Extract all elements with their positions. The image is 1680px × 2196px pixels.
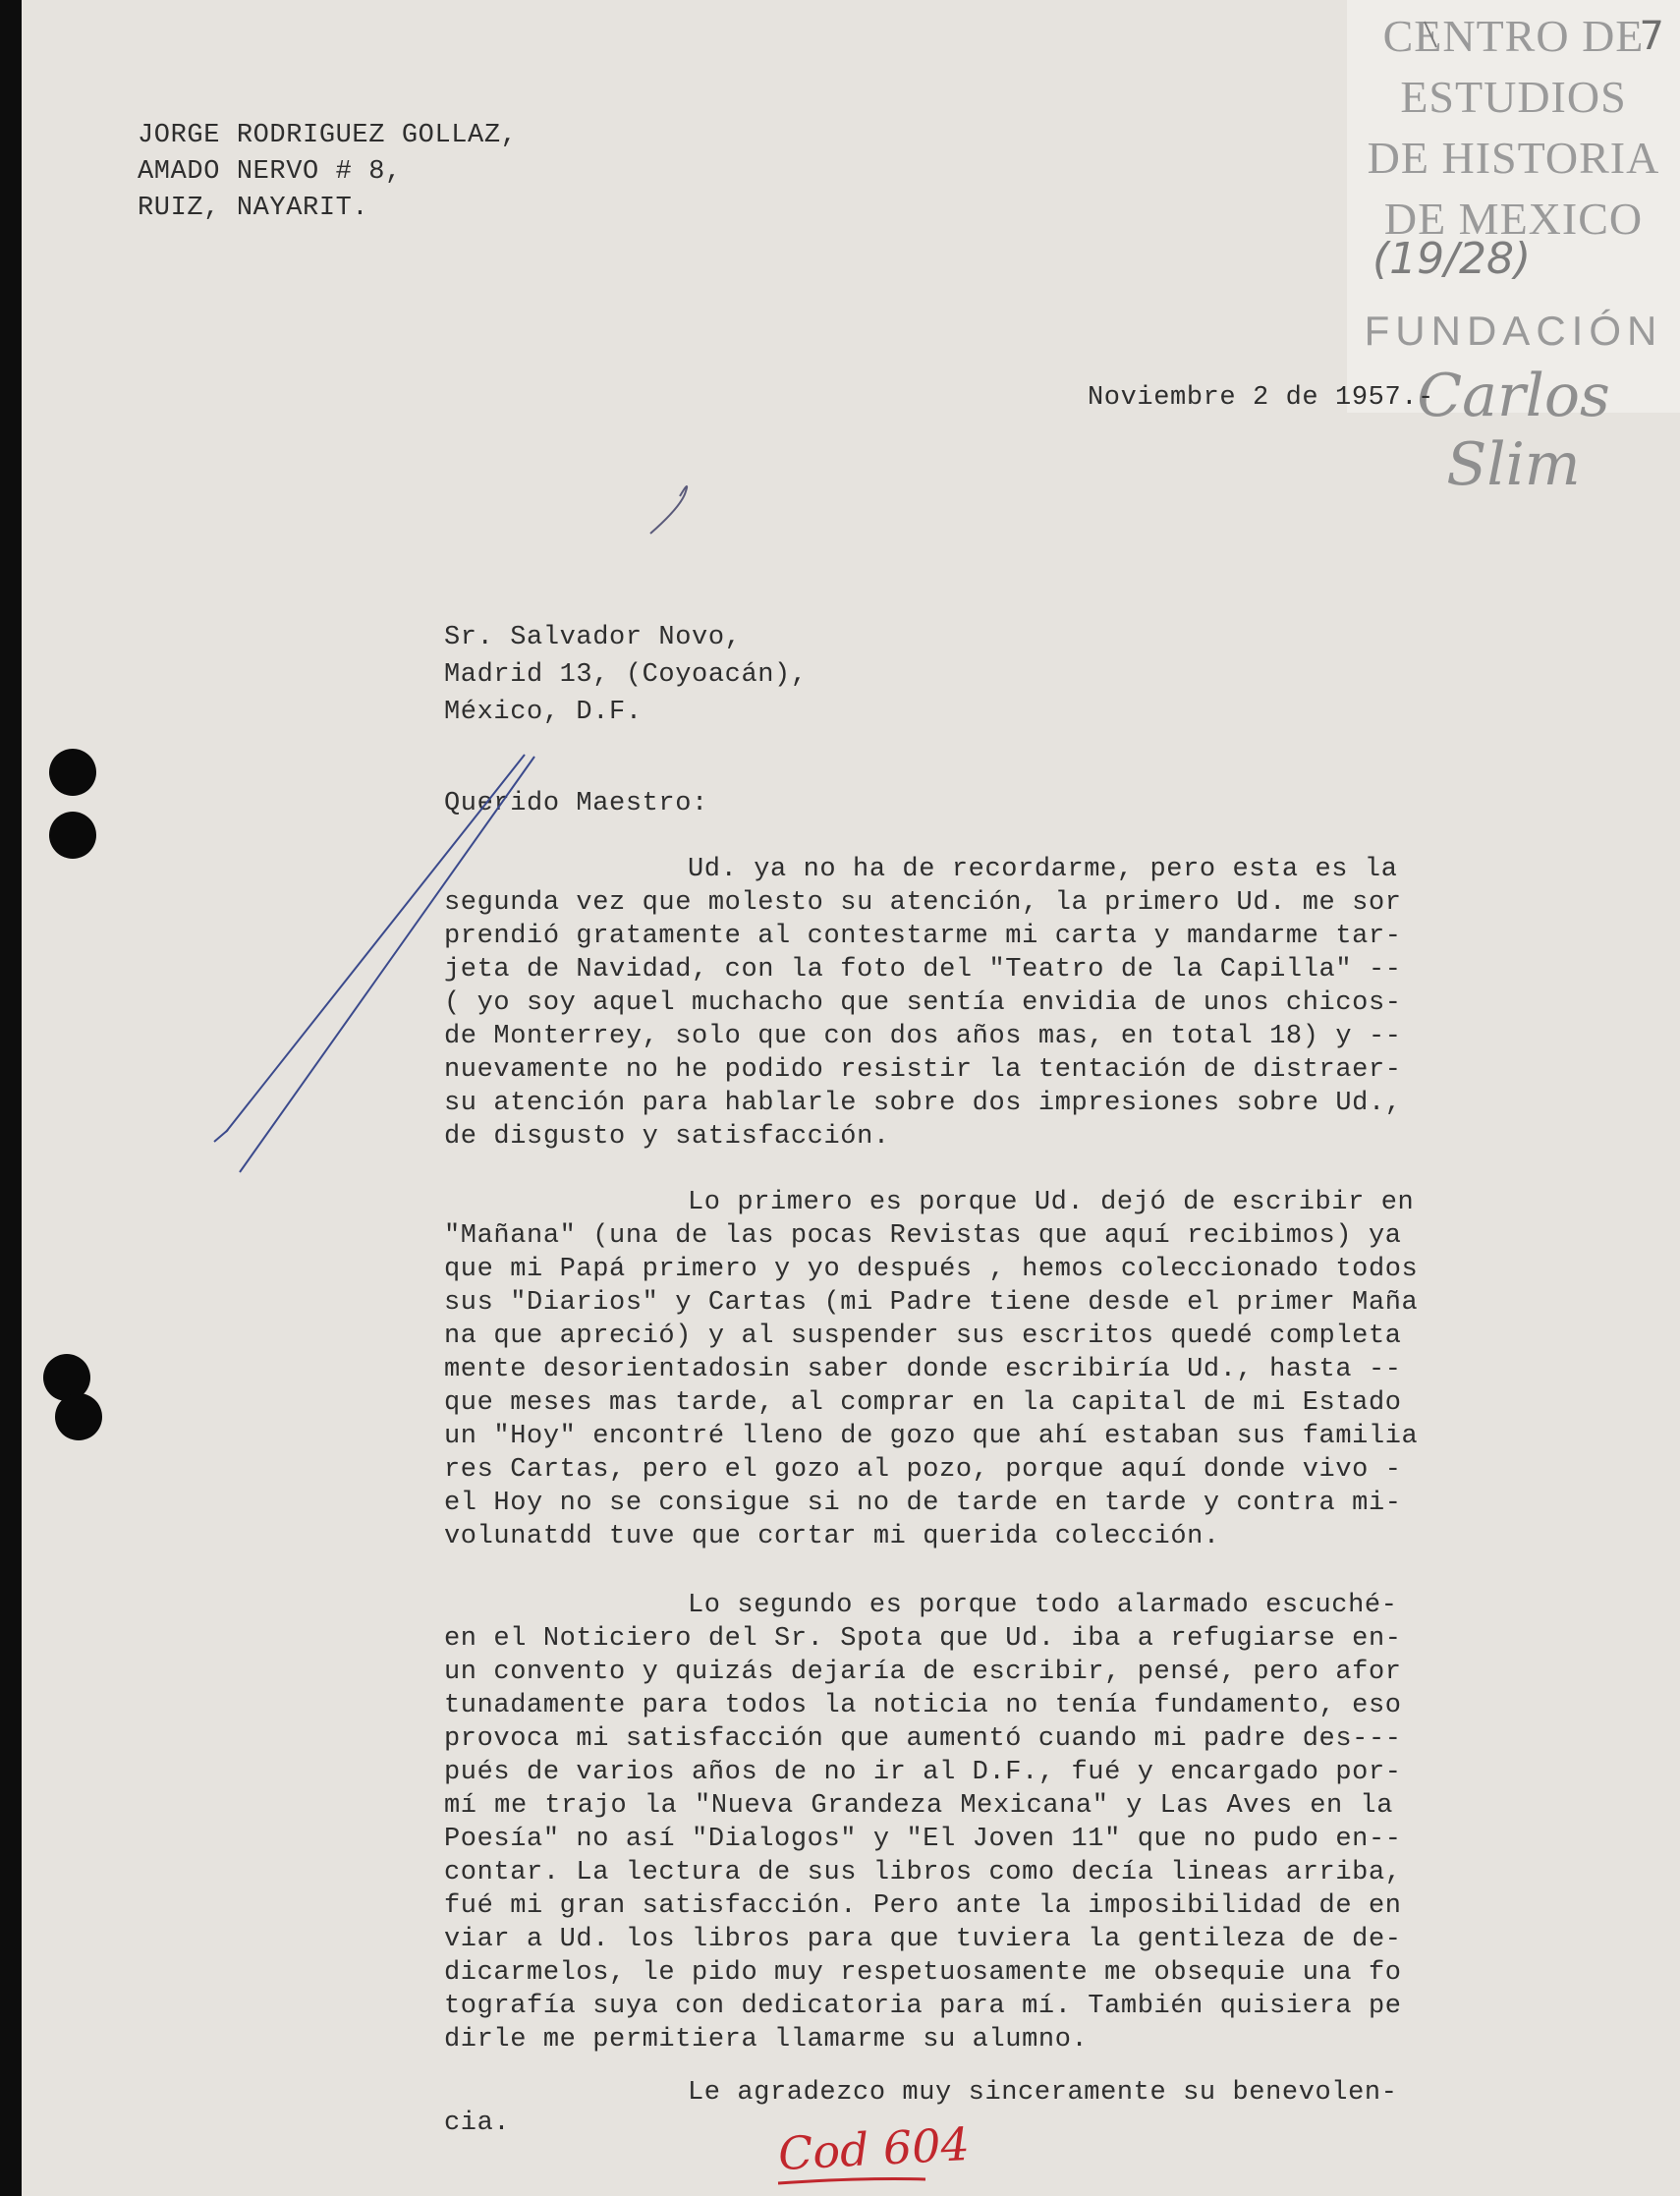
paragraph-line: na que apreció) y al suspender sus escritos quedé completa bbox=[444, 1322, 1402, 1351]
paragraph-line: prendió gratamente al contestarme mi carta y mandarme tar- bbox=[444, 922, 1402, 951]
paragraph-line: fué mi gran satisfacción. Pero ante la imposibilidad de en bbox=[444, 1891, 1402, 1921]
paragraph-line: que mi Papá primero y yo después , hemos coleccionado todos bbox=[444, 1255, 1419, 1284]
letter-page bbox=[22, 0, 1680, 2196]
paragraph-line: el Hoy no se consigue si no de tarde en tarde y contra mi- bbox=[444, 1489, 1402, 1518]
stamp-line: DE HISTORIA bbox=[1367, 133, 1660, 183]
archive-number: (19/28) bbox=[1372, 234, 1532, 284]
paragraph-line: de disgusto y satisfacción. bbox=[444, 1122, 890, 1152]
paragraph-line: Lo primero es porque Ud. dejó de escribir en bbox=[688, 1188, 1415, 1217]
paragraph-line: provoca mi satisfacción que aumentó cuando mi padre des--- bbox=[444, 1724, 1402, 1754]
paragraph-line: segunda vez que molesto su atención, la primero Ud. me sor bbox=[444, 888, 1402, 918]
stamp-line: ESTUDIOS bbox=[1400, 72, 1627, 122]
paragraph-line: su atención para hablarle sobre dos impresiones sobre Ud., bbox=[444, 1089, 1402, 1118]
closing-line: Le agradezco muy sinceramente su benevolen- bbox=[688, 2078, 1398, 2108]
paragraph-line: sus "Diarios" y Cartas (mi Padre tiene desde el primer Maña bbox=[444, 1288, 1419, 1318]
paragraph-line: en el Noticiero del Sr. Spota que Ud. iba a refugiarse en- bbox=[444, 1624, 1402, 1654]
pen-stroke bbox=[226, 755, 525, 1132]
paragraph-line: Lo segundo es porque todo alarmado escuché- bbox=[688, 1591, 1398, 1620]
stamp-line: CENTRO DE bbox=[1382, 11, 1645, 61]
salutation: Querido Maestro: bbox=[444, 789, 708, 818]
sender-address: AMADO NERVO # 8, bbox=[138, 157, 402, 187]
annotation-underline bbox=[778, 2179, 925, 2184]
paragraph-line: de Monterrey, solo que con dos años mas, en total 18) y -- bbox=[444, 1022, 1402, 1051]
paragraph-line: Poesía" no así "Dialogos" y "El Joven 11" que no pudo en-- bbox=[444, 1825, 1402, 1854]
letter-date: Noviembre 2 de 1957.- bbox=[1088, 383, 1434, 413]
paragraph-line: volunatdd tuve que cortar mi querida colección. bbox=[444, 1522, 1220, 1551]
recipient-name: Sr. Salvador Novo, bbox=[444, 623, 742, 652]
paragraph-line: "Mañana" (una de las pocas Revistas que aquí recibimos) ya bbox=[444, 1221, 1402, 1251]
pen-stroke bbox=[214, 1130, 228, 1142]
stamp-line: FUNDACIÓN bbox=[1364, 308, 1663, 354]
pen-stroke bbox=[650, 486, 687, 534]
paragraph-line: tunadamente para todos la noticia no tenía fundamento, eso bbox=[444, 1691, 1402, 1720]
recipient-city: México, D.F. bbox=[444, 698, 643, 727]
paragraph-line: nuevamente no he podido resistir la tentación de distraer- bbox=[444, 1055, 1402, 1085]
stamp-signature: Carlos Slim bbox=[1417, 362, 1610, 499]
paragraph-line: pués de varios años de no ir al D.F., fué y encargado por- bbox=[444, 1758, 1402, 1787]
paragraph-line: Ud. ya no ha de recordarme, pero esta es la bbox=[688, 855, 1398, 884]
sender-name: JORGE RODRIGUEZ GOLLAZ, bbox=[138, 121, 518, 150]
pen-stroke bbox=[240, 757, 534, 1172]
closing-line-end: cia. bbox=[444, 2109, 511, 2138]
paragraph-line: viar a Ud. los libros para que tuviera la gentileza de de- bbox=[444, 1925, 1402, 1954]
strike-mark bbox=[1425, 22, 1436, 47]
stamp-line: DE MEXICO bbox=[1383, 194, 1644, 244]
paragraph-line: un "Hoy" encontré lleno de gozo que ahí estaban sus familia bbox=[444, 1422, 1419, 1451]
paragraph-line: ( yo soy aquel muchacho que sentía envidia de unos chicos- bbox=[444, 988, 1402, 1018]
paragraph-line: contar. La lectura de sus libros como decía lineas arriba, bbox=[444, 1858, 1402, 1887]
sender-city: RUIZ, NAYARIT. bbox=[138, 194, 369, 223]
paragraph-line: mí me trajo la "Nueva Grandeza Mexicana" y Las Aves en la bbox=[444, 1791, 1393, 1821]
red-annotation: Cod 604 bbox=[776, 2116, 972, 2181]
paragraph-line: res Cartas, pero el gozo al pozo, porque aquí donde vivo - bbox=[444, 1455, 1402, 1485]
paragraph-line: jeta de Navidad, con la foto del "Teatro de la Capilla" -- bbox=[444, 955, 1402, 985]
recipient-address: Madrid 13, (Coyoacán), bbox=[444, 660, 808, 690]
page-number: 7 bbox=[1639, 14, 1664, 59]
paragraph-line: un convento y quizás dejaría de escribir, pensé, pero afor bbox=[444, 1658, 1402, 1687]
paragraph-line: dicarmelos, le pido muy respetuosamente me obsequie una fo bbox=[444, 1958, 1402, 1988]
paragraph-line: tografía suya con dedicatoria para mí. También quisiera pe bbox=[444, 1992, 1402, 2021]
paragraph-line: que meses mas tarde, al comprar en la capital de mi Estado bbox=[444, 1388, 1402, 1418]
paragraph-line: dirle me permitiera llamarme su alumno. bbox=[444, 2025, 1089, 2055]
pen-marks bbox=[22, 0, 1680, 2196]
paragraph-line: mente desorientadosin saber donde escribiría Ud., hasta -- bbox=[444, 1355, 1402, 1384]
